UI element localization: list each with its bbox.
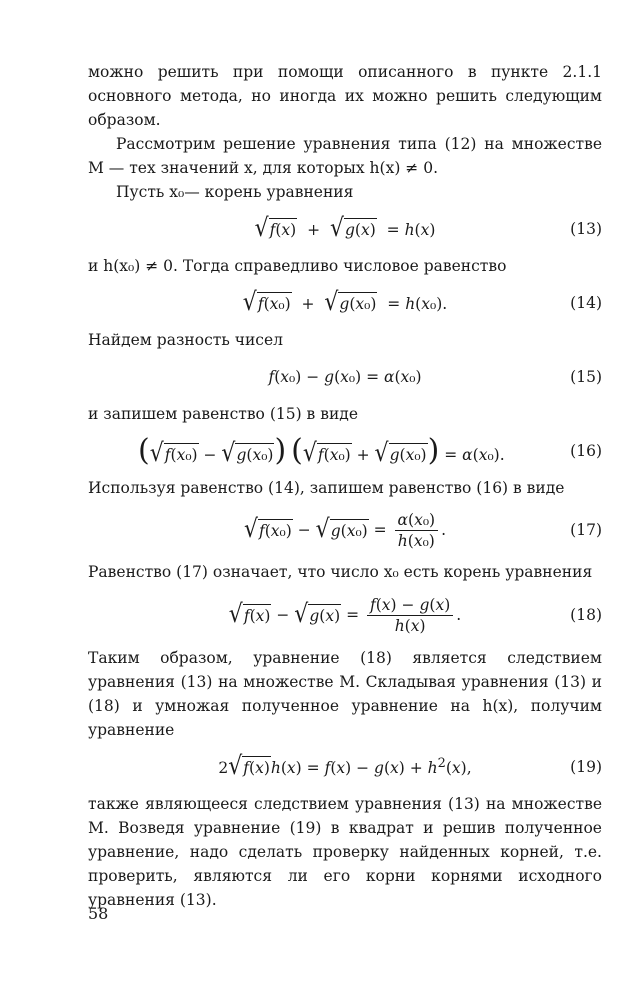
- equation-number-17: (17): [570, 521, 602, 539]
- equation-19: 2 √ f(x) $h(x) = f(x) - g(x) + h^2(x)$, (19): [218, 752, 602, 781]
- equation-number-14: (14): [570, 294, 602, 312]
- paragraph-3: Пусть x₀— корень уравнения: [116, 183, 354, 201]
- paragraph-4: и h(x₀) ≠ 0. Тогда справедливо числовое равенство: [88, 257, 507, 275]
- equation-17: √ f(x₀) − √ g(x₀) = $\frac{\text{α(x₀)}}{\text{h(x₀)}}$ . (17): [243, 510, 602, 550]
- equation-18: √ f(x) − √ g(x) = $\frac{f(x) - g(x)}{h(x)}$ . (18): [228, 595, 602, 635]
- equation-14: √ f(x₀) + √ g(x₀) = h(x₀). (14): [242, 288, 602, 317]
- page-number: 58: [88, 904, 109, 923]
- paragraph-1: можно решить при помощи описанного в пункте 2.1.1 основного метода, но иногда их можно решить следующим образом.: [88, 63, 602, 129]
- equation-number-18: (18): [570, 606, 602, 624]
- equation-number-15: (15): [570, 368, 602, 386]
- equation-number-19: (19): [570, 758, 602, 776]
- page-body: [88, 60, 602, 912]
- equation-number-13: (13): [570, 220, 602, 238]
- equation-13: √ f(x) + √ g(x) = h(x) (13): [254, 214, 602, 243]
- equation-16: ( √ f(x₀) − √ g(x₀) ) ( √ f(x₀) + √ g(x₀) ) = α(x₀). (16): [138, 433, 602, 468]
- equation-number-16: (16): [570, 442, 602, 460]
- paragraph-6: и запишем равенство (15) в виде: [88, 405, 358, 423]
- equation-15: f(x₀) − g(x₀) = α(x₀) (15): [268, 368, 602, 386]
- paragraph-8: Равенство (17) означает, что число x₀ есть корень уравнения: [88, 563, 593, 581]
- paragraph-10: также являющееся следствием уравнения (13) на множестве M. Возведя уравнение (19) в квадрат и решив полученное уравнение, надо сделать проверку найденных корней, т.е. проверить, являются ли его корни корнями исходного уравнения (13).: [88, 795, 602, 909]
- paragraph-2: Рассмотрим решение уравнения типа (12) на множестве M — тех значений x, для которых h(x) ≠ 0.: [88, 135, 602, 177]
- paragraph-9: Таким образом, уравнение (18) является следствием уравнения (13) на множестве M. Складывая уравнения (13) и (18) и умножая полученное уравнение на h(x), получим уравнение: [88, 649, 602, 739]
- paragraph-7: Используя равенство (14), запишем равенство (16) в виде: [88, 479, 565, 497]
- paragraph-5: Найдем разность чисел: [88, 331, 283, 349]
